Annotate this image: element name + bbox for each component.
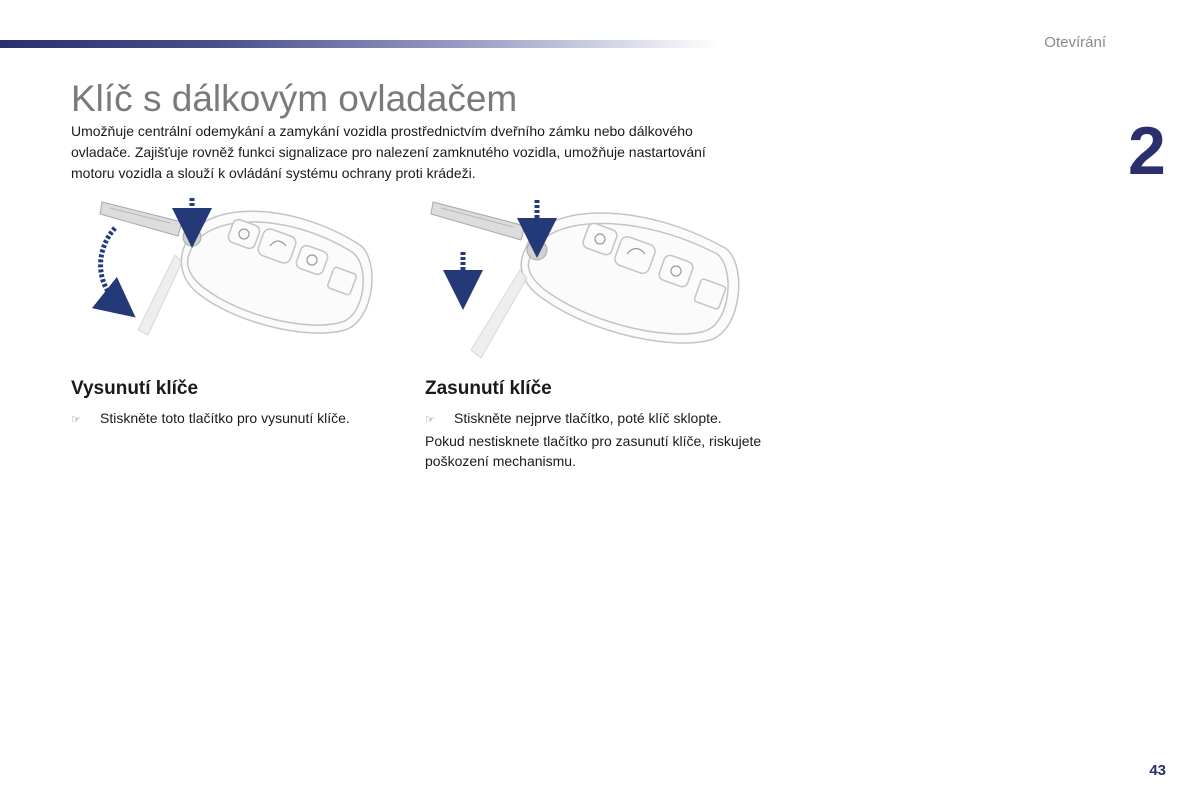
page-title: Klíč s dálkovým ovladačem xyxy=(71,78,518,119)
remote-key-fob xyxy=(521,213,738,343)
section-text-extend xyxy=(71,408,401,431)
pointing-hand-icon: ☞ xyxy=(71,414,81,426)
page-number: 43 xyxy=(1149,762,1166,779)
key-blade-folded xyxy=(138,255,182,335)
intro-paragraph: Umožňuje centrální odemykání a zamykání vozidla prostřednictvím dveřního zámku nebo dálkového ovladače. Zajišťuje rovněž funkci signalizace pro nalezení zamknutého vozidla, umožňuje nastartování motoru vozidla a slouží k ovládání systému ochrany proti krádeži. xyxy=(71,123,706,181)
key-blade-extended xyxy=(100,202,182,236)
section-text-fold xyxy=(425,408,765,472)
remote-key-fob xyxy=(181,211,372,333)
key-blade-extended xyxy=(431,202,525,240)
key-fold-illustration xyxy=(425,190,755,370)
pointing-hand-icon: ☞ xyxy=(425,414,435,426)
header-gradient-bar xyxy=(0,40,720,48)
rotate-arrow-icon xyxy=(101,228,120,305)
section-heading-extend: Vysunutí klíče xyxy=(71,378,199,399)
section-text-fold-body: Stiskněte nejprve tlačítko, poté klíč sklopte. Pokud nestisknete tlačítko pro zasunutí klíče, riskujete poškození mechanismu. xyxy=(425,410,762,469)
key-unfold-illustration xyxy=(90,190,380,370)
key-blade-folded xyxy=(471,270,527,358)
section-text-extend-body: Stiskněte toto tlačítko pro vysunutí klíče. xyxy=(100,410,350,426)
chapter-number: 2 xyxy=(1128,113,1164,189)
section-name: Otevírání xyxy=(1044,34,1106,51)
release-button xyxy=(527,240,547,260)
section-heading-fold: Zasunutí klíče xyxy=(425,378,552,399)
release-button xyxy=(183,228,201,246)
